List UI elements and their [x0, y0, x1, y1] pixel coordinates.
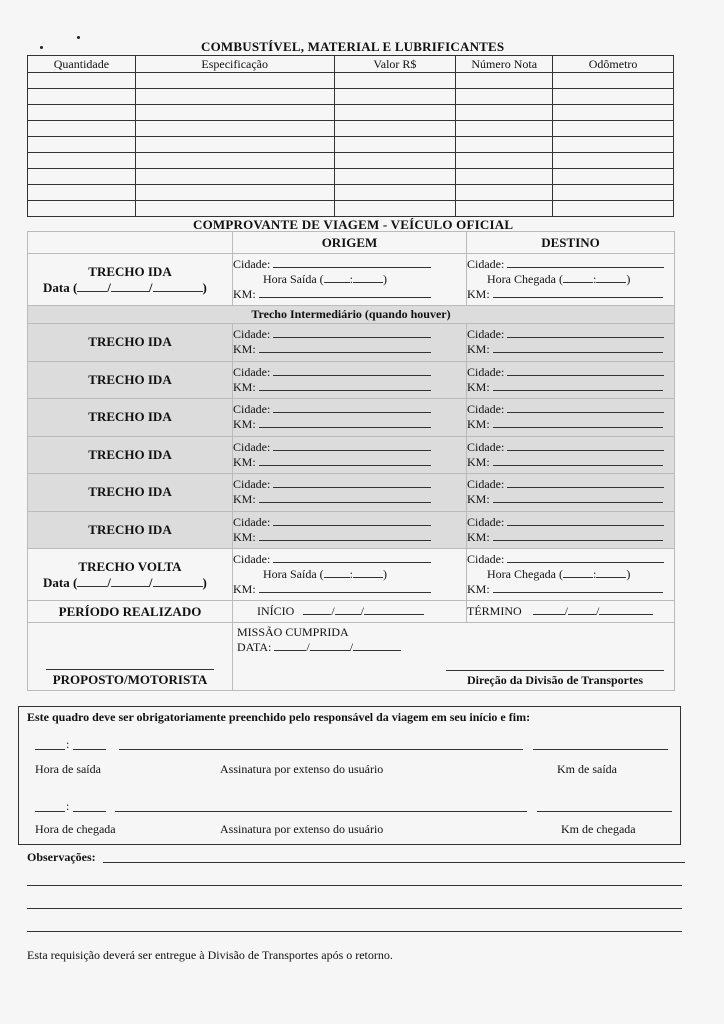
return-date-day-field[interactable]: [77, 576, 107, 587]
fuel-cell[interactable]: [334, 169, 456, 185]
intermediate-origin: Cidade: KM:: [233, 436, 467, 474]
mission-cell: MISSÃO CUMPRIDA DATA: / / Direção da Divisão de Transportes: [233, 623, 675, 691]
fuel-cell[interactable]: [28, 185, 136, 201]
fuel-cell[interactable]: [135, 201, 334, 217]
col-header-valor: Valor R$: [334, 56, 456, 73]
intermediate-destination-city-field[interactable]: [507, 402, 664, 413]
exit-km-label: Km de saída: [557, 762, 617, 776]
fuel-cell[interactable]: [456, 89, 553, 105]
fuel-cell[interactable]: [456, 201, 553, 217]
mission-label: MISSÃO CUMPRIDA: [237, 625, 349, 639]
return-leg-origin: Cidade: Hora Saída ( : ) KM:: [233, 549, 467, 601]
date-year-field[interactable]: [153, 281, 203, 292]
intermediate-destination: Cidade: KM:: [467, 399, 675, 437]
intermediate-leg-label: TRECHO IDA: [88, 484, 172, 500]
fuel-cell[interactable]: [334, 121, 456, 137]
trip-section-title: COMPROVANTE DE VIAGEM - VEÍCULO OFICIAL: [193, 217, 514, 232]
speck-mark: [77, 36, 80, 39]
exit-time-label: Hora de saída: [35, 762, 101, 776]
trip-table: [27, 231, 675, 691]
end-day-field[interactable]: [533, 604, 565, 615]
date-day-field[interactable]: [77, 281, 107, 292]
intermediate-destination-city-field[interactable]: [507, 515, 664, 526]
intermediate-leg-label: TRECHO IDA: [88, 521, 172, 537]
first-leg-origin: Cidade: Hora Saída ( : ) KM:: [233, 254, 467, 306]
intermediate-leg-label: TRECHO IDA: [88, 371, 172, 387]
intermediate-leg-row: [28, 511, 675, 549]
intermediate-origin-km-field[interactable]: [259, 492, 431, 503]
observations-line-1[interactable]: [103, 862, 685, 863]
fuel-cell[interactable]: [135, 153, 334, 169]
intermediate-leg-row: [28, 436, 675, 474]
fuel-cell[interactable]: [28, 121, 136, 137]
first-leg-date: Data ( / / ): [43, 279, 207, 295]
fuel-cell[interactable]: [334, 201, 456, 217]
intermediate-leg-cell: [28, 361, 233, 399]
exit-hour-field[interactable]: [35, 749, 65, 750]
arrival-signature-field[interactable]: [115, 811, 527, 812]
fuel-cell[interactable]: [553, 137, 674, 153]
start-day-field[interactable]: [303, 604, 331, 615]
fuel-cell[interactable]: [553, 201, 674, 217]
speck-mark: [40, 46, 43, 49]
fuel-cell[interactable]: [135, 185, 334, 201]
intermediate-destination-km-field[interactable]: [493, 492, 663, 503]
first-leg-destination: Cidade: Hora Chegada ( : ) KM:: [467, 254, 675, 306]
intermediate-title: Trecho Intermediário (quando houver): [28, 306, 675, 324]
return-departure-hour-field[interactable]: [324, 567, 350, 578]
intermediate-destination: Cidade: KM:: [467, 511, 675, 549]
fuel-cell[interactable]: [135, 169, 334, 185]
start-year-field[interactable]: [364, 604, 424, 615]
fuel-table-row: [28, 169, 674, 185]
intermediate-origin: Cidade: KM:: [233, 511, 467, 549]
driver-signature-label: PROPOSTO/MOTORISTA: [52, 672, 208, 687]
return-arrival-hour-field[interactable]: [563, 567, 593, 578]
fuel-table-row: [28, 105, 674, 121]
fuel-cell[interactable]: [135, 73, 334, 89]
intermediate-destination-km-field[interactable]: [493, 417, 663, 428]
intermediate-destination-km-field[interactable]: [493, 455, 663, 466]
date-month-field[interactable]: [111, 281, 149, 292]
departure-hour-field[interactable]: [324, 272, 350, 283]
fuel-cell[interactable]: [553, 185, 674, 201]
fuel-table-row: [28, 137, 674, 153]
fuel-cell[interactable]: [135, 137, 334, 153]
fuel-table-row: [28, 153, 674, 169]
fuel-cell[interactable]: [28, 201, 136, 217]
intermediate-destination-city-field[interactable]: [507, 365, 664, 376]
fuel-cell[interactable]: [334, 89, 456, 105]
responsible-box: Este quadro deve ser obrigatoriamente preenchido pelo responsável da viagem em seu início e fim: : Hora de saída Assinatura por extenso do usuário Km de saída : Hora de chegada Assinatura por extenso do usuário Km de chegada: [18, 706, 681, 845]
fuel-table-row: [28, 185, 674, 201]
intermediate-leg-row: [28, 361, 675, 399]
fuel-cell[interactable]: [334, 153, 456, 169]
intermediate-origin-km-field[interactable]: [259, 380, 431, 391]
intermediate-origin: Cidade: KM:: [233, 361, 467, 399]
fuel-cell[interactable]: [456, 185, 553, 201]
fuel-table: [27, 55, 674, 217]
intermediate-leg-row: [28, 324, 675, 362]
exit-signature-label: Assinatura por extenso do usuário: [220, 762, 384, 776]
driver-signature-cell: [28, 623, 233, 691]
fuel-cell[interactable]: [135, 89, 334, 105]
col-header-quantidade: Quantidade: [28, 56, 136, 73]
fuel-cell[interactable]: [334, 105, 456, 121]
fuel-cell[interactable]: [456, 169, 553, 185]
intermediate-leg-cell: [28, 324, 233, 362]
arrival-km-label: Km de chegada: [561, 822, 636, 836]
arrival-signature-label: Assinatura por extenso do usuário: [220, 822, 384, 836]
observations-label: Observações:: [27, 850, 96, 864]
intermediate-origin-city-field[interactable]: [273, 365, 431, 376]
intermediate-leg-row: [28, 399, 675, 437]
observations-line-4[interactable]: [27, 931, 682, 932]
exit-minute-field[interactable]: [73, 749, 106, 750]
return-leg-date: Data ( / / ): [43, 574, 207, 590]
fuel-table-row: [28, 73, 674, 89]
driver-signature-line[interactable]: [46, 669, 214, 670]
return-date-month-field[interactable]: [111, 576, 149, 587]
fuel-cell[interactable]: [135, 105, 334, 121]
fuel-cell[interactable]: [553, 153, 674, 169]
col-header-odometro: Odômetro: [553, 56, 674, 73]
intermediate-destination: Cidade: KM:: [467, 436, 675, 474]
first-leg-cell: [28, 254, 233, 306]
fuel-section-title: COMBUSTÍVEL, MATERIAL E LUBRIFICANTES: [201, 39, 505, 54]
fuel-cell[interactable]: [553, 105, 674, 121]
fuel-cell[interactable]: [553, 73, 674, 89]
col-header-especificacao: Especificação: [135, 56, 334, 73]
observations-line-3[interactable]: [27, 908, 682, 909]
return-origin-km-field[interactable]: [259, 582, 431, 593]
period-end: TÉRMINO / /: [467, 601, 675, 623]
fuel-cell[interactable]: [553, 169, 674, 185]
intermediate-destination: Cidade: KM:: [467, 474, 675, 512]
responsible-box-title: Este quadro deve ser obrigatoriamente preenchido pelo responsável da viagem em seu início e fim:: [27, 710, 531, 724]
intermediate-leg-label: TRECHO IDA: [88, 446, 172, 462]
return-date-year-field[interactable]: [153, 576, 203, 587]
intermediate-destination: Cidade: KM:: [467, 361, 675, 399]
arrival-hour-field[interactable]: [563, 272, 593, 283]
return-leg-destination: Cidade: Hora Chegada ( : ) KM:: [467, 549, 675, 601]
fuel-cell[interactable]: [456, 73, 553, 89]
destination-km-field[interactable]: [493, 287, 663, 298]
intermediate-leg-row: [28, 474, 675, 512]
division-signature-line[interactable]: [446, 670, 664, 671]
intermediate-origin-city-field[interactable]: [273, 402, 431, 413]
fuel-cell[interactable]: [28, 137, 136, 153]
intermediate-destination-city-field[interactable]: [507, 440, 664, 451]
footer-note: Esta requisição deverá ser entregue à Divisão de Transportes após o retorno.: [27, 948, 393, 962]
fuel-cell[interactable]: [334, 73, 456, 89]
exit-km-field[interactable]: [533, 749, 668, 750]
intermediate-origin: Cidade: KM:: [233, 399, 467, 437]
intermediate-destination-city-field[interactable]: [507, 477, 664, 488]
end-month-field[interactable]: [568, 604, 596, 615]
exit-signature-field[interactable]: [119, 749, 523, 750]
col-header-numero-nota: Número Nota: [456, 56, 553, 73]
intermediate-leg-label: TRECHO IDA: [88, 409, 172, 425]
intermediate-destination-km-field[interactable]: [493, 380, 663, 391]
mission-day-field[interactable]: [274, 640, 306, 651]
return-leg-cell: [28, 549, 233, 601]
intermediate-origin-km-field[interactable]: [259, 342, 431, 353]
origin-km-field[interactable]: [259, 287, 431, 298]
intermediate-origin-city-field[interactable]: [273, 515, 431, 526]
end-year-field[interactable]: [599, 604, 653, 615]
fuel-cell[interactable]: [334, 185, 456, 201]
intermediate-origin-city-field[interactable]: [273, 327, 431, 338]
arrival-hour-field-box[interactable]: [35, 811, 65, 812]
period-start: INÍCIO / /: [233, 601, 467, 623]
fuel-cell[interactable]: [456, 137, 553, 153]
fuel-table-row: [28, 201, 674, 217]
period-label: PERÍODO REALIZADO: [28, 601, 233, 623]
fuel-cell[interactable]: [456, 153, 553, 169]
fuel-cell[interactable]: [28, 105, 136, 121]
intermediate-origin-km-field[interactable]: [259, 530, 431, 541]
origin-header: ORIGEM: [233, 232, 467, 254]
intermediate-destination-km-field[interactable]: [493, 342, 663, 353]
intermediate-destination-km-field[interactable]: [493, 530, 663, 541]
intermediate-origin-city-field[interactable]: [273, 477, 431, 488]
return-leg-label: TRECHO VOLTA: [78, 558, 182, 574]
mission-year-field[interactable]: [353, 640, 401, 651]
fuel-cell[interactable]: [553, 121, 674, 137]
fuel-cell[interactable]: [135, 121, 334, 137]
intermediate-origin-km-field[interactable]: [259, 455, 431, 466]
fuel-cell[interactable]: [334, 137, 456, 153]
arrival-time-label: Hora de chegada: [35, 822, 116, 836]
arrival-minute-field[interactable]: [596, 272, 626, 283]
fuel-cell[interactable]: [28, 153, 136, 169]
intermediate-leg-cell: [28, 511, 233, 549]
division-signature-label: Direção da Divisão de Transportes: [467, 673, 643, 687]
return-destination-km-field[interactable]: [493, 582, 663, 593]
arrival-km-field[interactable]: [537, 811, 672, 812]
fuel-cell[interactable]: [456, 105, 553, 121]
intermediate-destination-city-field[interactable]: [507, 327, 664, 338]
fuel-table-row: [28, 121, 674, 137]
mission-month-field[interactable]: [310, 640, 350, 651]
destination-header: DESTINO: [467, 232, 675, 254]
fuel-cell[interactable]: [28, 89, 136, 105]
return-departure-minute-field[interactable]: [353, 567, 383, 578]
first-leg-label: TRECHO IDA: [88, 263, 172, 279]
return-destination-city-field[interactable]: [507, 552, 664, 563]
intermediate-origin-city-field[interactable]: [273, 440, 431, 451]
fuel-table-row: [28, 89, 674, 105]
arrival-minute-field-box[interactable]: [73, 811, 106, 812]
fuel-cell[interactable]: [553, 89, 674, 105]
intermediate-leg-cell: [28, 474, 233, 512]
fuel-cell[interactable]: [28, 73, 136, 89]
intermediate-origin-km-field[interactable]: [259, 417, 431, 428]
destination-city-field[interactable]: [507, 257, 664, 268]
start-month-field[interactable]: [335, 604, 361, 615]
intermediate-origin: Cidade: KM:: [233, 474, 467, 512]
return-origin-city-field[interactable]: [273, 552, 431, 563]
fuel-cell[interactable]: [456, 121, 553, 137]
origin-city-field[interactable]: [273, 257, 431, 268]
intermediate-origin: Cidade: KM:: [233, 324, 467, 362]
fuel-cell[interactable]: [28, 169, 136, 185]
intermediate-destination: Cidade: KM:: [467, 324, 675, 362]
return-arrival-minute-field[interactable]: [596, 567, 626, 578]
intermediate-leg-cell: [28, 399, 233, 437]
intermediate-leg-cell: [28, 436, 233, 474]
departure-minute-field[interactable]: [353, 272, 383, 283]
intermediate-leg-label: TRECHO IDA: [88, 334, 172, 350]
observations-line-2[interactable]: [27, 885, 682, 886]
